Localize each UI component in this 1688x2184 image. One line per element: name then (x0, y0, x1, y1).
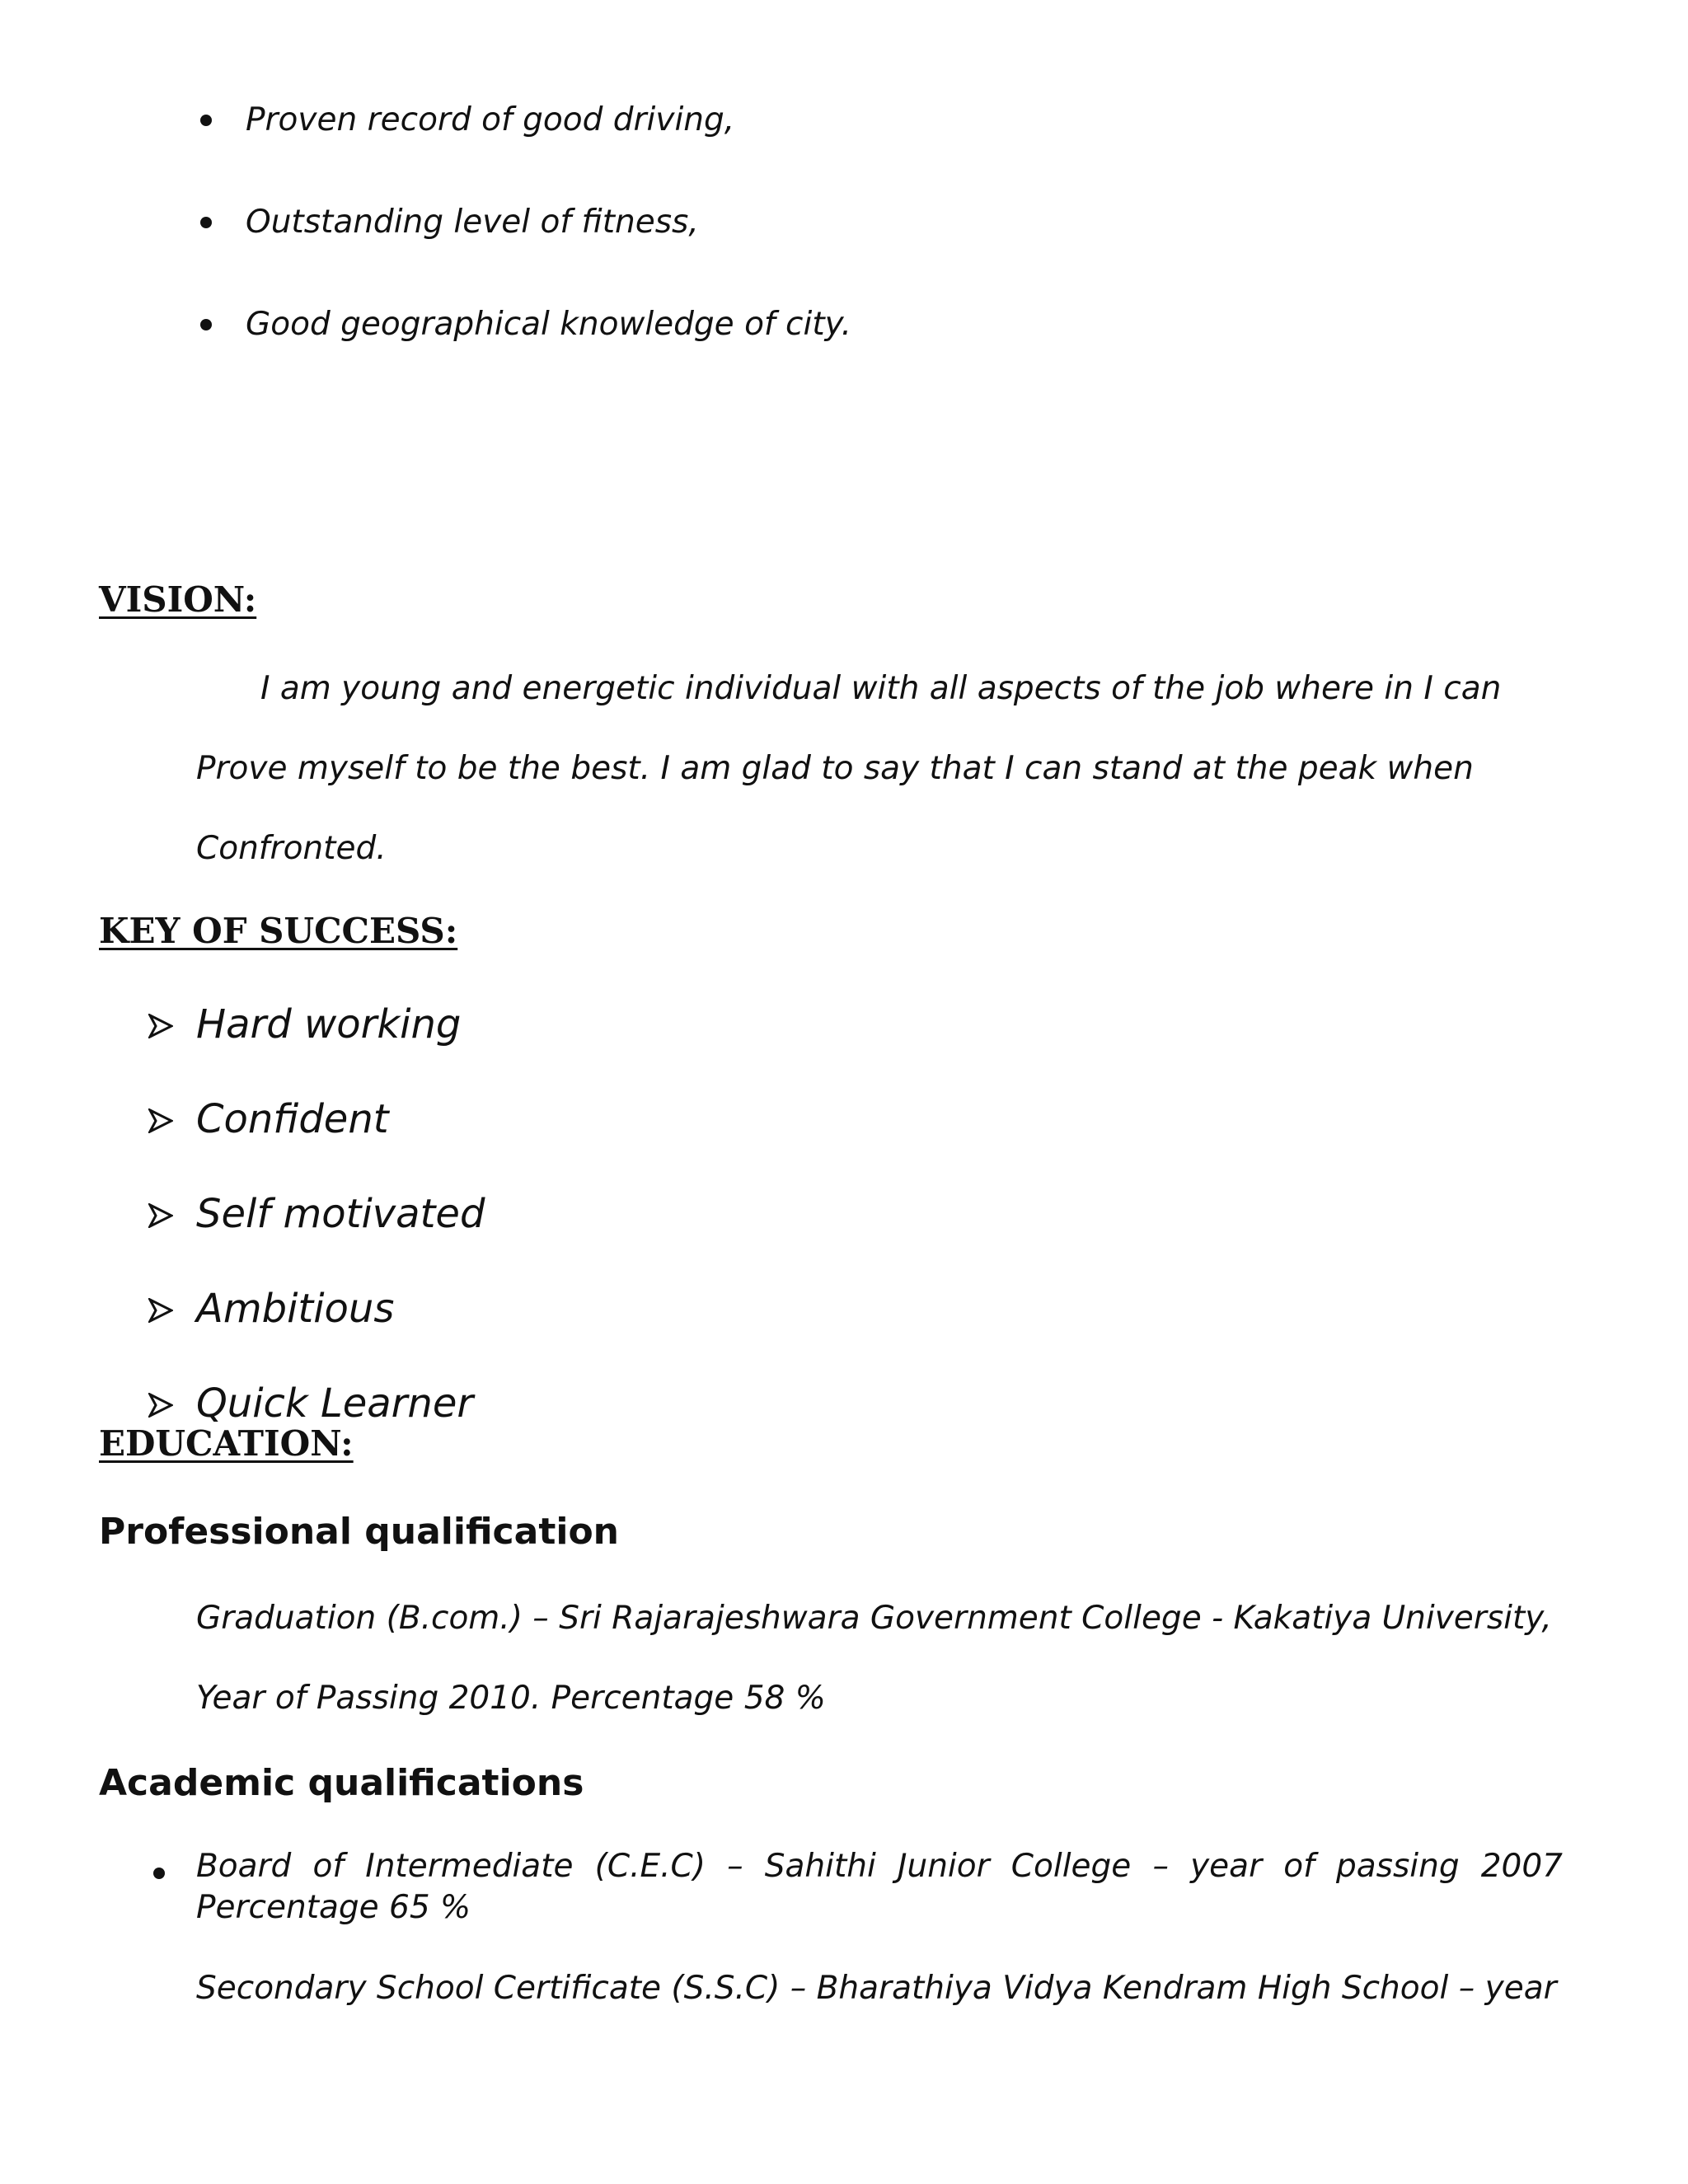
arrow-bullet-icon (148, 1108, 173, 1133)
academic-qualifications-heading: Academic qualifications (99, 1762, 584, 1804)
bullet-icon (200, 217, 212, 228)
key-of-success-item: Quick Learner (196, 1380, 474, 1427)
key-of-success-item: Confident (196, 1096, 389, 1142)
bullet-item-text: Outstanding level of fitness, (246, 204, 699, 241)
vision-heading: VISION: (99, 579, 257, 620)
arrow-bullet-icon (148, 1203, 173, 1228)
academic-bullet-line: Percentage 65 % (196, 1889, 471, 1926)
bullet-icon (200, 319, 212, 330)
key-of-success-item: Ambitious (196, 1286, 395, 1332)
vision-line: Prove myself to be the best. I am glad to say that I can stand at the peak when (196, 750, 1474, 787)
key-of-success-item: Hard working (196, 1001, 462, 1047)
ssc-line: Secondary School Certificate (S.S.C) – Bharathiya Vidya Kendram High School – year (196, 1970, 1557, 2007)
bullet-item-text: Good geographical knowledge of city. (246, 306, 852, 343)
arrow-bullet-icon (148, 1393, 173, 1418)
professional-line: Graduation (B.com.) – Sri Rajarajeshwara Government College - Kakatiya University, (196, 1600, 1552, 1637)
professional-line: Year of Passing 2010. Percentage 58 % (196, 1680, 826, 1717)
bullet-item-text: Proven record of good driving, (246, 101, 735, 138)
bullet-icon (200, 115, 212, 126)
arrow-bullet-icon (148, 1014, 173, 1038)
professional-qualification-heading: Professional qualification (99, 1511, 619, 1553)
bullet-icon (153, 1868, 165, 1879)
key-of-success-item: Self motivated (196, 1191, 485, 1237)
academic-bullet-line: Board of Intermediate (C.E.C) – Sahithi Junior College – year of passing 2007 (196, 1848, 1563, 1885)
key-of-success-heading: KEY OF SUCCESS: (99, 911, 458, 951)
education-heading: EDUCATION: (99, 1423, 354, 1464)
vision-line: I am young and energetic individual with all aspects of the job where in I can (260, 670, 1502, 707)
vision-line: Confronted. (196, 830, 387, 867)
arrow-bullet-icon (148, 1298, 173, 1323)
